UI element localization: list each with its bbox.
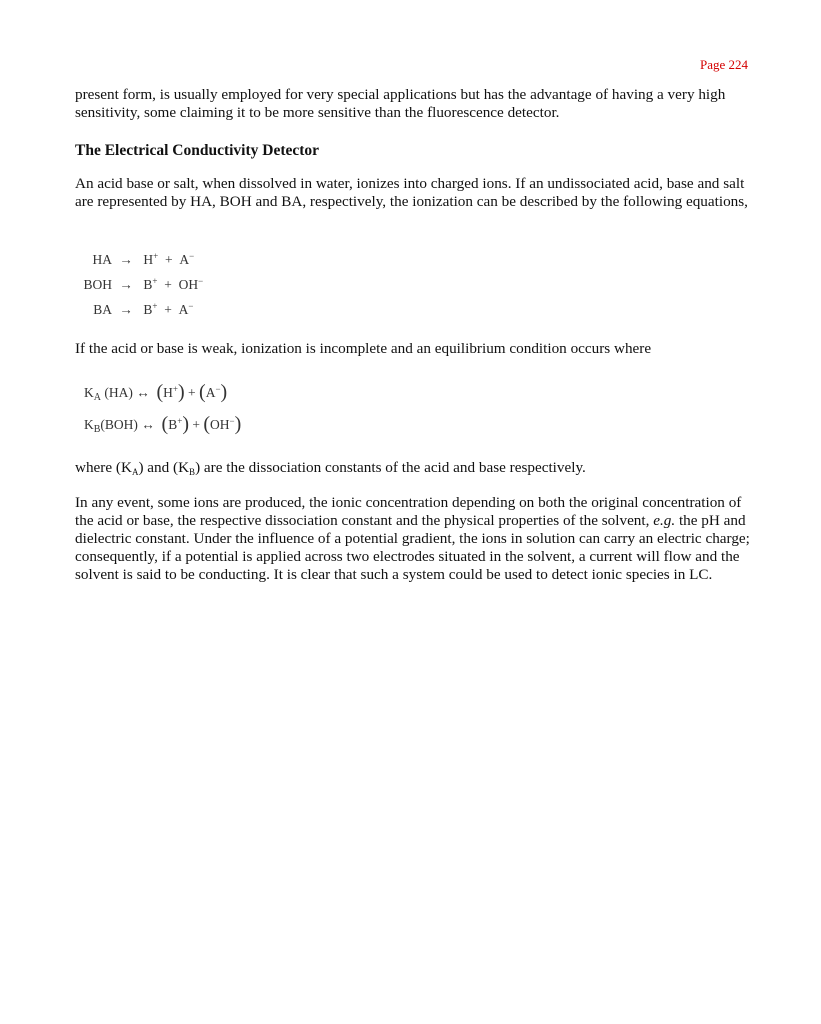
equation-boh: BOH → B+ + OH− — [83, 276, 204, 292]
paragraph-conductivity: In any event, some ions are produced, the ionic concentration depending on both the original concentration of the acid or base, the respective dissociation constant and the physical properties of the solvent, e.g. the pH and dielectric constant. Under the influence of a potential gradient, the ions in solution can carry an electric charge; consequently, if a potential is applied across two electrodes situated in the solvent, a current will flow and the solvent is said to be conducting. It is clear that such a system could be used to detect ionic species in LC. — [75, 494, 750, 583]
paragraph-dissociation: where $(K_A)$ and $(K_B)$ are the dissociation constants of the acid and base respectively. — [75, 459, 586, 477]
page-number: Page 224 — [699, 57, 748, 72]
paragraph-ionization: An acid base or salt, when dissolved in water, ionizes into charged ions. If an undissociated acid, base and salt are represented by HA, BOH and BA, respectively, the ionization can be described by the following equations, — [75, 175, 748, 210]
equation-ba: BA → B+ + A− — [93, 301, 194, 317]
ionization-equations — [78, 247, 203, 322]
paragraph-weak-acid: If the acid or base is weak, ionization is incomplete and an equilibrium condition occurs where — [75, 340, 652, 357]
paragraph-intro: present form, is usually employed for very special applications but has the advantage of having a very high sensitivity, some claiming it to be more sensitive than the fluorescence detector. — [75, 86, 726, 121]
equation-ha: HA → H+ + A− — [92, 251, 195, 267]
section-heading: The Electrical Conductivity Detector — [75, 142, 320, 159]
equilibrium-equations — [84, 375, 241, 439]
equilibrium-base: KB(BOH) ↔ (B+) + (OH−) — [84, 413, 242, 435]
equilibrium-acid: KA (HA) ↔ (H+) + (A−) — [84, 381, 228, 403]
